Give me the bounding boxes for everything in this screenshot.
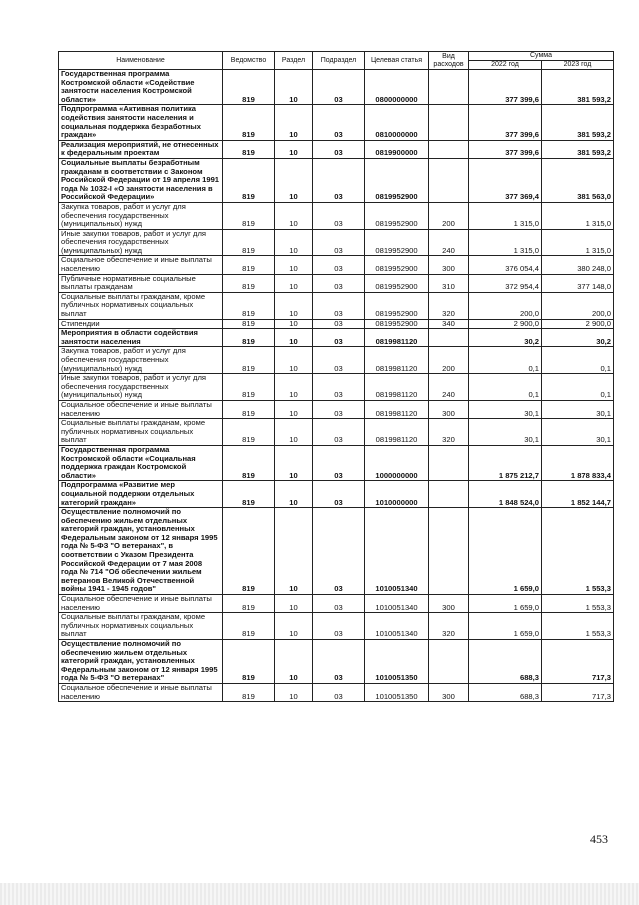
cell-dept: 819 <box>223 445 275 480</box>
cell-sub: 03 <box>313 683 365 701</box>
cell-target: 0819952900 <box>365 229 429 256</box>
cell-dept: 819 <box>223 256 275 274</box>
cell-name: Мероприятия в области содействия занятости населения <box>59 329 223 347</box>
cell-dept: 819 <box>223 202 275 229</box>
cell-exp <box>429 481 469 508</box>
cell-y2022: 377 399,6 <box>469 70 542 105</box>
cell-dept: 819 <box>223 419 275 446</box>
cell-name: Социальное обеспечение и иные выплаты населению <box>59 256 223 274</box>
cell-dept: 819 <box>223 347 275 374</box>
cell-target: 1010051340 <box>365 508 429 595</box>
table-row <box>59 508 614 595</box>
cell-sec: 10 <box>275 105 313 140</box>
cell-target: 1010051340 <box>365 613 429 640</box>
cell-sub: 03 <box>313 158 365 202</box>
cell-y2022: 1 659,0 <box>469 613 542 640</box>
table-row <box>59 347 614 374</box>
cell-y2022: 0,1 <box>469 374 542 401</box>
cell-sub: 03 <box>313 140 365 158</box>
cell-dept: 819 <box>223 613 275 640</box>
table-row <box>59 292 614 319</box>
cell-target: 0819952900 <box>365 158 429 202</box>
cell-sub: 03 <box>313 481 365 508</box>
cell-sec: 10 <box>275 292 313 319</box>
cell-dept: 819 <box>223 329 275 347</box>
cell-exp <box>429 70 469 105</box>
cell-target: 1000000000 <box>365 445 429 480</box>
cell-target: 0819952900 <box>365 292 429 319</box>
cell-exp: 240 <box>429 229 469 256</box>
scan-bottom-strip <box>0 883 639 905</box>
cell-sec: 10 <box>275 374 313 401</box>
cell-dept: 819 <box>223 70 275 105</box>
cell-sub: 03 <box>313 445 365 480</box>
table-header-row <box>59 52 614 61</box>
cell-sub: 03 <box>313 105 365 140</box>
cell-y2023: 1 878 833,4 <box>542 445 614 480</box>
cell-y2023: 30,1 <box>542 400 614 418</box>
cell-name: Социальное обеспечение и иные выплаты населению <box>59 400 223 418</box>
table-row <box>59 274 614 292</box>
cell-y2023: 1 315,0 <box>542 229 614 256</box>
cell-sec: 10 <box>275 481 313 508</box>
cell-exp: 320 <box>429 419 469 446</box>
cell-y2022: 200,0 <box>469 292 542 319</box>
header-section: Раздел <box>275 52 313 70</box>
cell-name: Подпрограмма «Развитие мер социальной поддержки отдельных категорий граждан» <box>59 481 223 508</box>
cell-exp <box>429 329 469 347</box>
table-row <box>59 481 614 508</box>
header-subsection: Подраздел <box>313 52 365 70</box>
cell-y2023: 381 593,2 <box>542 105 614 140</box>
table-row <box>59 640 614 684</box>
cell-sub: 03 <box>313 595 365 613</box>
cell-sec: 10 <box>275 329 313 347</box>
cell-dept: 819 <box>223 374 275 401</box>
cell-target: 0819952900 <box>365 319 429 329</box>
cell-y2022: 1 315,0 <box>469 202 542 229</box>
cell-name: Реализация мероприятий, не отнесенных к федеральным проектам <box>59 140 223 158</box>
cell-sub: 03 <box>313 508 365 595</box>
table-row <box>59 158 614 202</box>
cell-y2023: 200,0 <box>542 292 614 319</box>
table-row <box>59 105 614 140</box>
header-exptype: Вид расходов <box>429 52 469 70</box>
cell-y2023: 0,1 <box>542 374 614 401</box>
cell-y2022: 30,1 <box>469 419 542 446</box>
cell-dept: 819 <box>223 140 275 158</box>
header-2023: 2023 год <box>542 61 614 70</box>
cell-exp: 340 <box>429 319 469 329</box>
cell-sub: 03 <box>313 229 365 256</box>
table-row <box>59 445 614 480</box>
cell-target: 0800000000 <box>365 70 429 105</box>
cell-y2022: 1 315,0 <box>469 229 542 256</box>
cell-dept: 819 <box>223 229 275 256</box>
cell-target: 0819952900 <box>365 256 429 274</box>
table-row <box>59 202 614 229</box>
cell-sec: 10 <box>275 158 313 202</box>
cell-sec: 10 <box>275 70 313 105</box>
cell-target: 1010000000 <box>365 481 429 508</box>
cell-dept: 819 <box>223 508 275 595</box>
cell-y2023: 377 148,0 <box>542 274 614 292</box>
table-row <box>59 613 614 640</box>
table-row <box>59 419 614 446</box>
table-row <box>59 374 614 401</box>
cell-name: Социальное обеспечение и иные выплаты населению <box>59 595 223 613</box>
cell-y2022: 377 399,6 <box>469 140 542 158</box>
cell-dept: 819 <box>223 105 275 140</box>
cell-target: 0819981120 <box>365 400 429 418</box>
cell-name: Государственная программа Костромской области «Содействие занятости населения Костромской области» <box>59 70 223 105</box>
table-row <box>59 319 614 329</box>
cell-sec: 10 <box>275 229 313 256</box>
cell-y2023: 0,1 <box>542 347 614 374</box>
cell-target: 0810000000 <box>365 105 429 140</box>
cell-sub: 03 <box>313 374 365 401</box>
cell-target: 1010051350 <box>365 683 429 701</box>
cell-y2022: 30,1 <box>469 400 542 418</box>
cell-sec: 10 <box>275 140 313 158</box>
cell-target: 0819981120 <box>365 329 429 347</box>
cell-sub: 03 <box>313 640 365 684</box>
table-row <box>59 229 614 256</box>
cell-sub: 03 <box>313 202 365 229</box>
cell-sec: 10 <box>275 683 313 701</box>
cell-y2023: 717,3 <box>542 640 614 684</box>
cell-name: Подпрограмма «Активная политика содействия занятости населения и социальная поддержка безработных граждан» <box>59 105 223 140</box>
cell-y2023: 381 593,2 <box>542 70 614 105</box>
cell-y2023: 30,2 <box>542 329 614 347</box>
cell-exp: 310 <box>429 274 469 292</box>
cell-sub: 03 <box>313 70 365 105</box>
cell-sec: 10 <box>275 319 313 329</box>
cell-y2022: 688,3 <box>469 683 542 701</box>
cell-y2023: 2 900,0 <box>542 319 614 329</box>
cell-exp <box>429 140 469 158</box>
header-2022: 2022 год <box>469 61 542 70</box>
cell-name: Социальные выплаты гражданам, кроме публичных нормативных социальных выплат <box>59 613 223 640</box>
cell-sub: 03 <box>313 274 365 292</box>
cell-y2022: 1 875 212,7 <box>469 445 542 480</box>
table-row <box>59 683 614 701</box>
table-row <box>59 329 614 347</box>
cell-y2023: 381 593,2 <box>542 140 614 158</box>
cell-target: 0819981120 <box>365 419 429 446</box>
cell-y2022: 372 954,4 <box>469 274 542 292</box>
table-row <box>59 70 614 105</box>
cell-y2023: 1 553,3 <box>542 595 614 613</box>
cell-target: 1010051350 <box>365 640 429 684</box>
cell-sub: 03 <box>313 400 365 418</box>
cell-sub: 03 <box>313 292 365 319</box>
cell-exp: 320 <box>429 613 469 640</box>
cell-sec: 10 <box>275 400 313 418</box>
cell-name: Осуществление полномочий по обеспечению жильем отдельных категорий граждан, установленных Федеральным законом от 12 января 1995 года № 5-ФЗ "О ветеранах", в соответствии с Указом Президента Российской Федерации от 7 мая 2008 года № 714 "Об обеспечении жильем ветеранов Великой Отечественной войны 1941 - 1945 годов" <box>59 508 223 595</box>
cell-sec: 10 <box>275 274 313 292</box>
cell-sub: 03 <box>313 319 365 329</box>
cell-name: Публичные нормативные социальные выплаты гражданам <box>59 274 223 292</box>
cell-name: Государственная программа Костромской области «Социальная поддержка граждан Костромской области» <box>59 445 223 480</box>
cell-target: 0819952900 <box>365 274 429 292</box>
cell-sec: 10 <box>275 595 313 613</box>
cell-target: 0819952900 <box>365 202 429 229</box>
cell-y2023: 1 553,3 <box>542 613 614 640</box>
header-target: Целевая статья <box>365 52 429 70</box>
cell-target: 0819981120 <box>365 347 429 374</box>
cell-exp <box>429 158 469 202</box>
cell-sec: 10 <box>275 640 313 684</box>
cell-dept: 819 <box>223 400 275 418</box>
cell-name: Социальные выплаты безработным гражданам в соответствии с Законом Российской Федерации от 19 апреля 1991 года № 1032-I «О занятости населения в Российской Федерации» <box>59 158 223 202</box>
cell-y2022: 377 399,6 <box>469 105 542 140</box>
cell-y2022: 1 659,0 <box>469 508 542 595</box>
header-dept: Ведомство <box>223 52 275 70</box>
cell-target: 1010051340 <box>365 595 429 613</box>
cell-name: Социальные выплаты гражданам, кроме публичных нормативных социальных выплат <box>59 419 223 446</box>
cell-exp <box>429 508 469 595</box>
cell-dept: 819 <box>223 640 275 684</box>
cell-y2022: 30,2 <box>469 329 542 347</box>
cell-y2022: 2 900,0 <box>469 319 542 329</box>
header-sum: Сумма <box>469 52 614 61</box>
cell-sub: 03 <box>313 256 365 274</box>
cell-y2023: 381 563,0 <box>542 158 614 202</box>
cell-sub: 03 <box>313 419 365 446</box>
cell-exp: 240 <box>429 374 469 401</box>
cell-name: Социальное обеспечение и иные выплаты населению <box>59 683 223 701</box>
cell-exp: 300 <box>429 595 469 613</box>
cell-target: 0819900000 <box>365 140 429 158</box>
cell-sec: 10 <box>275 347 313 374</box>
cell-dept: 819 <box>223 683 275 701</box>
cell-sub: 03 <box>313 613 365 640</box>
cell-name: Закупка товаров, работ и услуг для обеспечения государственных (муниципальных) нужд <box>59 202 223 229</box>
cell-name: Социальные выплаты гражданам, кроме публичных нормативных социальных выплат <box>59 292 223 319</box>
cell-sec: 10 <box>275 419 313 446</box>
cell-dept: 819 <box>223 158 275 202</box>
cell-name: Стипендии <box>59 319 223 329</box>
cell-sec: 10 <box>275 508 313 595</box>
cell-y2023: 30,1 <box>542 419 614 446</box>
cell-y2022: 1 848 524,0 <box>469 481 542 508</box>
cell-name: Иные закупки товаров, работ и услуг для обеспечения государственных (муниципальных) нужд <box>59 229 223 256</box>
cell-sub: 03 <box>313 329 365 347</box>
cell-dept: 819 <box>223 274 275 292</box>
cell-sec: 10 <box>275 202 313 229</box>
cell-exp: 300 <box>429 400 469 418</box>
cell-y2023: 1 852 144,7 <box>542 481 614 508</box>
cell-sec: 10 <box>275 613 313 640</box>
cell-exp <box>429 445 469 480</box>
cell-name: Иные закупки товаров, работ и услуг для обеспечения государственных (муниципальных) нужд <box>59 374 223 401</box>
cell-exp: 300 <box>429 256 469 274</box>
cell-exp: 320 <box>429 292 469 319</box>
cell-y2023: 1 315,0 <box>542 202 614 229</box>
cell-sub: 03 <box>313 347 365 374</box>
cell-sec: 10 <box>275 256 313 274</box>
cell-target: 0819981120 <box>365 374 429 401</box>
cell-y2023: 380 248,0 <box>542 256 614 274</box>
cell-y2023: 1 553,3 <box>542 508 614 595</box>
cell-name: Закупка товаров, работ и услуг для обеспечения государственных (муниципальных) нужд <box>59 347 223 374</box>
cell-exp <box>429 640 469 684</box>
table-row <box>59 256 614 274</box>
cell-exp: 200 <box>429 202 469 229</box>
cell-dept: 819 <box>223 319 275 329</box>
cell-sec: 10 <box>275 445 313 480</box>
cell-exp: 200 <box>429 347 469 374</box>
cell-y2022: 376 054,4 <box>469 256 542 274</box>
table-row <box>59 595 614 613</box>
cell-exp <box>429 105 469 140</box>
cell-name: Осуществление полномочий по обеспечению жильем отдельных категорий граждан, установленных Федеральным законом от 12 января 1995 года № 5-ФЗ "О ветеранах" <box>59 640 223 684</box>
cell-y2022: 688,3 <box>469 640 542 684</box>
budget-table <box>58 51 614 702</box>
cell-dept: 819 <box>223 595 275 613</box>
cell-exp: 300 <box>429 683 469 701</box>
cell-dept: 819 <box>223 481 275 508</box>
cell-y2022: 377 369,4 <box>469 158 542 202</box>
cell-y2022: 1 659,0 <box>469 595 542 613</box>
page-number: 453 <box>590 832 608 846</box>
cell-y2022: 0,1 <box>469 347 542 374</box>
table-row <box>59 140 614 158</box>
cell-dept: 819 <box>223 292 275 319</box>
table-body <box>59 70 614 702</box>
header-name: Наименование <box>59 52 223 70</box>
cell-y2023: 717,3 <box>542 683 614 701</box>
table-row <box>59 400 614 418</box>
